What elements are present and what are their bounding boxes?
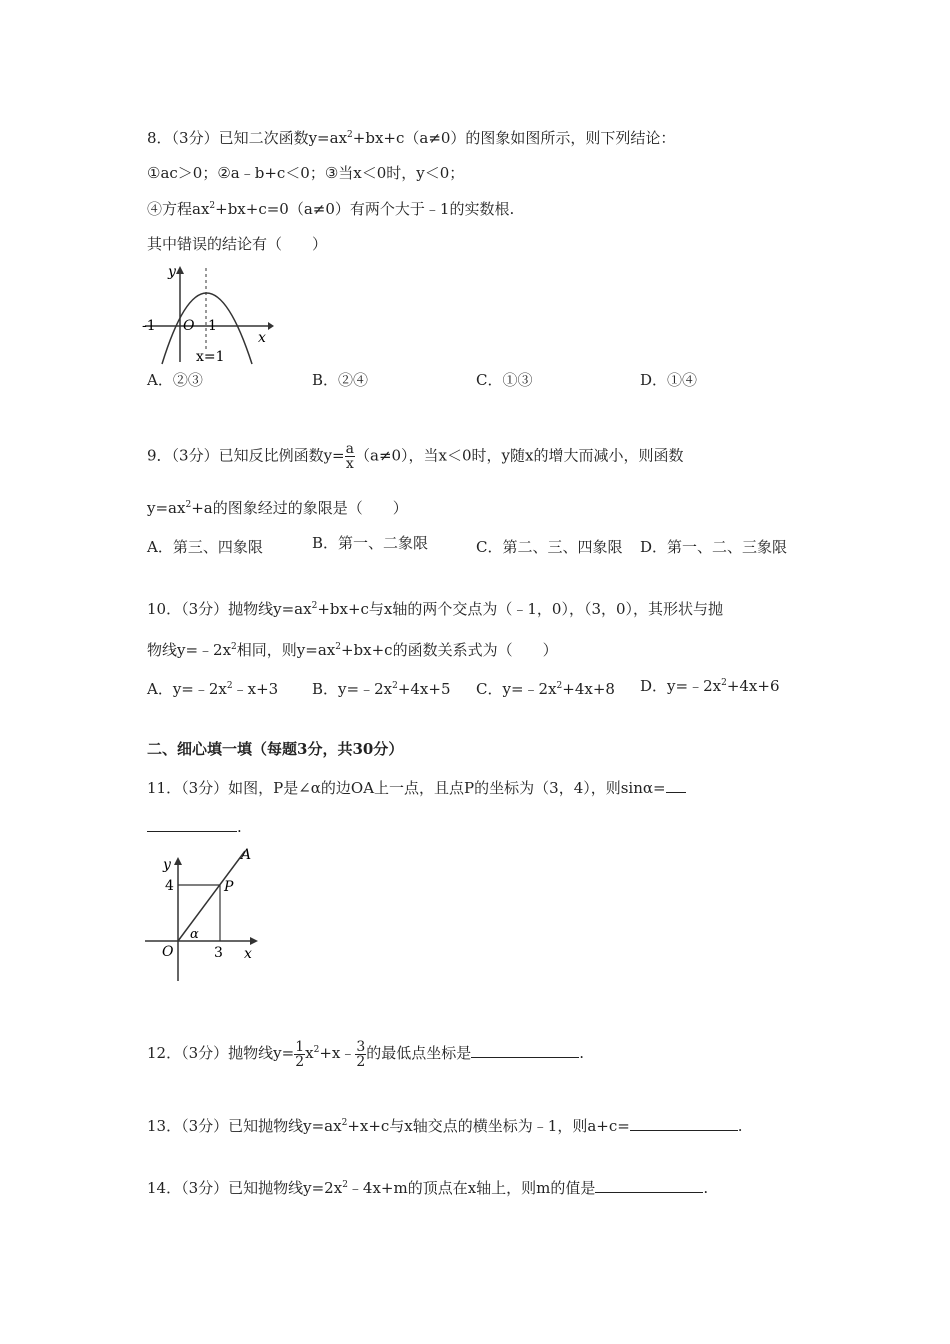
y-label: y	[163, 857, 171, 873]
q11-angle-graph	[140, 845, 265, 985]
q10-option-b[interactable]: B．$y=﹣2x^2+4x+5$	[312, 680, 451, 698]
q10-option-a[interactable]: A．$y=﹣2x^2﹣x+3$	[147, 680, 279, 698]
q12-stem: 12．（3分）抛物线y= $\frac{1}{2}$ $x^2+x﹣$ $\frac{3}{2}$ 的最低点坐标是 .	[147, 1038, 585, 1070]
x-label: x	[244, 946, 252, 962]
y-label: y	[168, 264, 176, 280]
ray-oa	[178, 851, 245, 941]
q11-answer-blank[interactable]	[147, 815, 237, 832]
q12-answer-blank[interactable]	[471, 1041, 579, 1058]
q9-option-d[interactable]: D．第一、二、三象限	[640, 538, 788, 556]
q8-conditions: ①ac＞0；②a﹣b+c＜0；③当x＜0时，y＜0；	[147, 164, 465, 182]
q8-option-d[interactable]: D．①④	[640, 371, 698, 389]
a-label: A	[241, 847, 252, 863]
q10-option-c[interactable]: C．$y=﹣2x^2+4x+8$	[476, 680, 615, 698]
q8-question: 其中错误的结论有（ ）	[147, 235, 328, 253]
q8-parabola-graph	[140, 262, 275, 367]
q12-fraction-2: $\frac{3}{2}$	[356, 1038, 366, 1070]
four-label: 4	[165, 878, 174, 894]
x-axis-arrow-icon	[268, 322, 274, 330]
q9-stem: 9．（3分）已知反比例函数y= $\frac{a}{x}$ （a≠0），当x＜0时，y随x的增大而减小，则函数	[147, 441, 684, 472]
y-axis-arrow-icon	[176, 266, 184, 274]
q8-option-b[interactable]: B．②④	[312, 371, 369, 389]
q13-answer-blank[interactable]	[630, 1114, 738, 1131]
q10-stem-line2: 物线$y=﹣2x^2$相同，则$y=ax^2+bx+c$的函数关系式为（ ）	[147, 641, 558, 659]
section-2-title: 二、细心填一填（每题3分，共30分）	[147, 740, 404, 758]
origin-label: O	[183, 318, 195, 334]
q11-answer-blank-start[interactable]	[666, 776, 686, 793]
alpha-label: α	[190, 927, 199, 942]
q9-option-b[interactable]: B．第一、二象限	[312, 534, 429, 552]
x-axis-arrow-icon	[250, 937, 258, 945]
q8-stem: 8．（3分）已知二次函数$y=ax^2+bx+c(a\ne 0)$的图象如图所示，则下列结论：	[147, 129, 676, 147]
q8-condition-4: ④方程$ax^2+bx+c=0(a\ne 0)$有两个大于﹣1的实数根.	[147, 200, 515, 218]
q11-stem: 11．（3分）如图，P是∠α的边OA上一点，且点P的坐标为（3，4），则sinα=	[147, 776, 686, 798]
q14-stem: 14．（3分）已知抛物线$y=2x^2﹣4x+m$的顶点在x轴上，则m的值是 .	[147, 1176, 708, 1198]
q9-fraction: $\frac{a}{x}$	[345, 441, 354, 472]
one-label: 1	[208, 318, 217, 334]
y-axis-arrow-icon	[174, 857, 182, 865]
three-label: 3	[214, 945, 223, 961]
q10-option-d[interactable]: D．$y=﹣2x^2+4x+6$	[640, 677, 780, 695]
origin-label: O	[162, 944, 174, 960]
q9-option-c[interactable]: C．第二、三、四象限	[476, 538, 623, 556]
q9-option-a[interactable]: A．第三、四象限	[147, 538, 263, 556]
axis-eq-label: x=1	[196, 349, 225, 365]
q14-answer-blank[interactable]	[595, 1176, 703, 1193]
q12-fraction-1: $\frac{1}{2}$	[295, 1038, 305, 1070]
x-label: x	[258, 330, 266, 346]
p-label: P	[224, 879, 234, 895]
q13-stem: 13．（3分）已知抛物线$y=ax^2+x+c$与x轴交点的横坐标为﹣1，则a+c= .	[147, 1114, 743, 1136]
q11-answer-line: .	[147, 815, 242, 837]
q8-option-c[interactable]: C．①③	[476, 371, 533, 389]
q9-stem-line2: $y=ax^2+a$的图象经过的象限是（ ）	[147, 499, 408, 517]
neg-one-label: -1	[142, 318, 156, 334]
q8-option-a[interactable]: A．②③	[147, 371, 203, 389]
q10-stem: 10．（3分）抛物线$y=ax^2+bx+c$与x轴的两个交点为（﹣1，0），（3，0），其形状与抛	[147, 600, 724, 618]
